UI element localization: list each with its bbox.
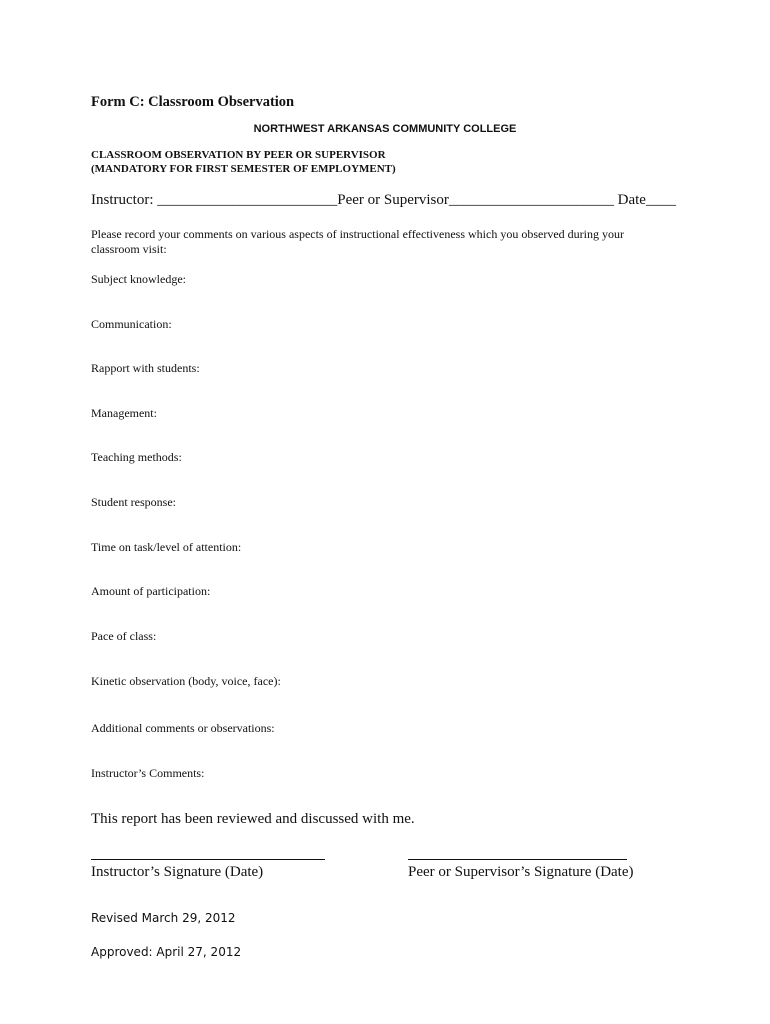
peer-signature-line[interactable] bbox=[408, 859, 627, 860]
instructions-text: Please record your comments on various aspects of instructional effectiveness which you observed during your classroom visit: bbox=[91, 227, 624, 256]
item-student-response: Student response: bbox=[91, 495, 176, 509]
instructor-signature-line[interactable] bbox=[91, 859, 325, 860]
form-title: Form C: Classroom Observation bbox=[91, 94, 295, 110]
approved-date: Approved: April 27, 2012 bbox=[91, 945, 242, 959]
item-instructors-comments: Instructor’s Comments: bbox=[91, 766, 205, 780]
item-pace-of-class: Pace of class: bbox=[91, 629, 157, 643]
college-name: NORTHWEST ARKANSAS COMMUNITY COLLEGE bbox=[253, 123, 517, 135]
item-kinetic-observation: Kinetic observation (body, voice, face): bbox=[91, 674, 281, 688]
item-management: Management: bbox=[91, 406, 157, 420]
instructor-peer-date-fields[interactable]: Instructor: ________________________Peer or Supervisor______________________ Date____ bbox=[91, 192, 676, 208]
instructor-signature-label: Instructor’s Signature (Date) bbox=[91, 864, 264, 880]
item-amount-of-participation: Amount of participation: bbox=[91, 584, 211, 598]
form-subtitle-line-1: CLASSROOM OBSERVATION BY PEER OR SUPERVISOR bbox=[91, 149, 386, 161]
form-subtitle-line-2: (MANDATORY FOR FIRST SEMESTER OF EMPLOYMENT) bbox=[91, 163, 396, 175]
item-rapport-with-students: Rapport with students: bbox=[91, 361, 200, 375]
item-subject-knowledge: Subject knowledge: bbox=[91, 272, 186, 286]
item-additional-comments: Additional comments or observations: bbox=[91, 721, 275, 735]
revised-date: Revised March 29, 2012 bbox=[91, 911, 236, 925]
item-time-on-task: Time on task/level of attention: bbox=[91, 540, 242, 554]
item-teaching-methods: Teaching methods: bbox=[91, 450, 182, 464]
peer-signature-label: Peer or Supervisor’s Signature (Date) bbox=[408, 864, 634, 880]
item-communication: Communication: bbox=[91, 317, 172, 331]
reviewed-statement: This report has been reviewed and discussed with me. bbox=[91, 811, 415, 827]
